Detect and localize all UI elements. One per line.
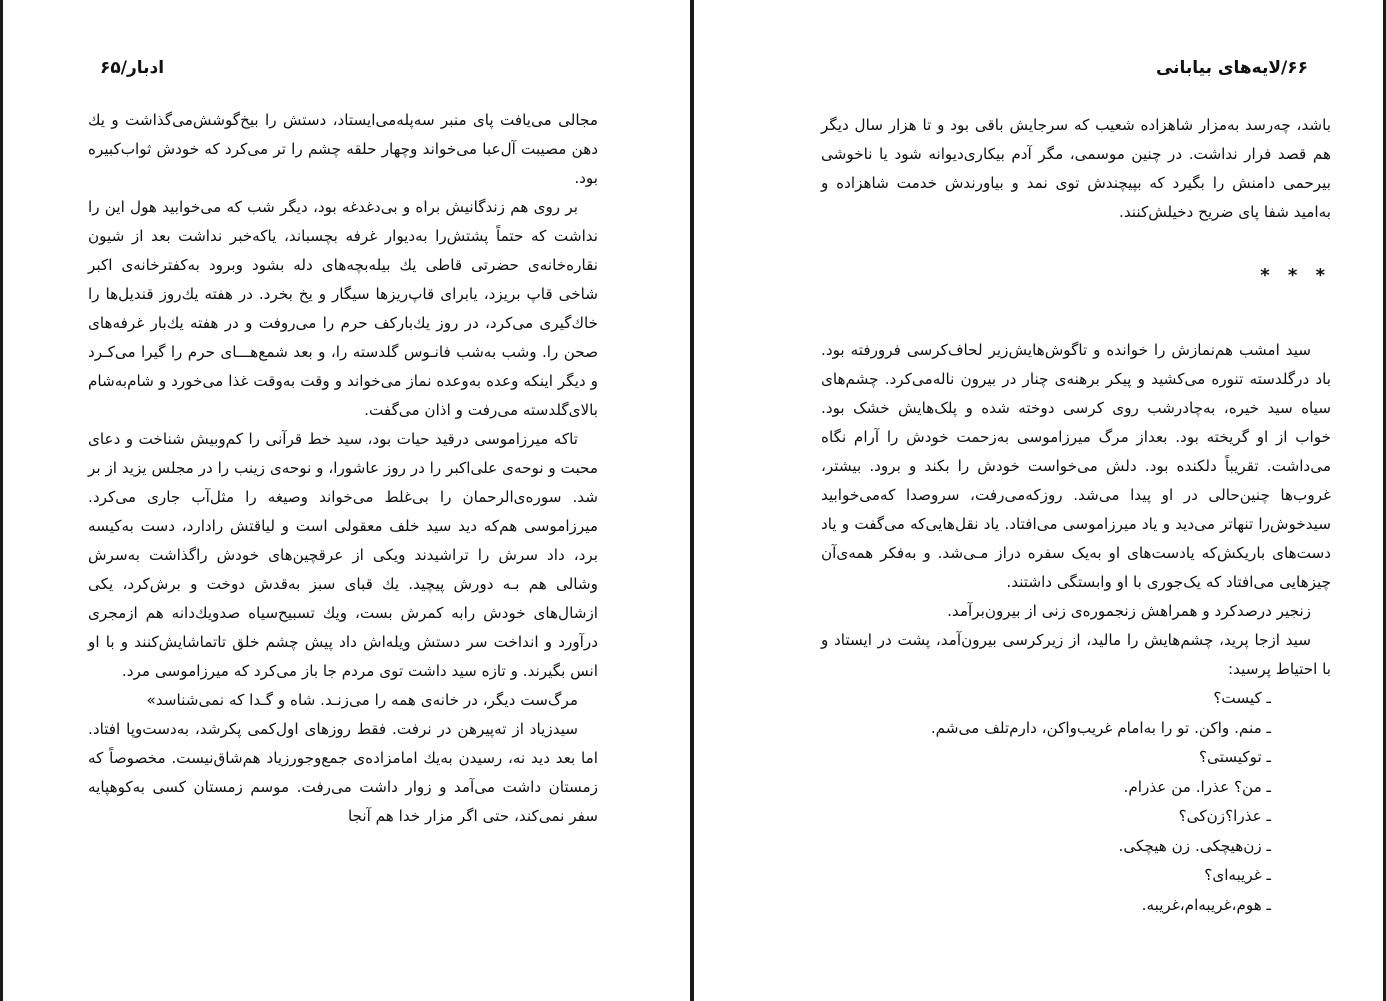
dialogue-line: ـ هوم،غریبه‌ام،غریبه. xyxy=(1141,895,1271,914)
right-text-block xyxy=(821,111,1331,920)
right-opening-paragraph: باشد، چه‌رسد به‌مزار شاهزاده شعیب که سرجایش باقی بود و تا هزار سال دیگر هم قصد فرار نداشت. در چنین موسمی، مگر آدم بیکاری‌دیوانه شود یا ناخوشی بیرحمی دامنش را بگیرد که بپیچندش توی نمد و بیاورندش خدمت شاهزاده و به‌امید شفا پای ضریح دخیلش‌کنند. xyxy=(821,116,1331,221)
right-paragraph-1: سید امشب هم‌نمازش را خوانده و تاگوش‌هایش‌زیر لحاف‌کرسی فرورفته بود. باد درگلدسته تنوره می‌کشید و پیکر برهنه‌ی چنار در بیرون ناله‌می‌کرد. چشم‌های سیاه سید خیره، به‌چادرشب روی کرسی دوخته شده و پلک‌هایش خشک بود. خواب از او گریخته بود. بعداز مرگ میرزاموسی به‌زحمت خودش را آرام نگاه می‌داشت. تقریباً دلکنده بود. دلش می‌خواست خودش را بکند و برود. بیشتر، غروب‌ها چنین‌حالی در او پیدا می‌شد. روزکه‌می‌رفت، سروصدا که‌می‌خوابید سیدخوش‌را تنهاتر می‌دید و یاد میرزاموسی می‌افتاد. یاد نقل‌هایی‌که می‌گفت و یاد دست‌های باریکش‌که یادست‌های او به‌یک سفره دراز مـی‌شد. و به‌فکر همه‌ی‌آن چیزهایی می‌افتاد که یک‌جوری با او وابستگی داشتند. xyxy=(821,341,1331,591)
left-paragraph-2: تاکه میرزاموسی درقید حیات بود، سید خط قرآنی را کم‌وبیش شناخت و دعای محبت و نوحه‌ی علی‌اکبر را در روز عاشورا، و نوحه‌ی زینب را در مجلس یزید از بر شد. سوره‌ی‌الرحمان را بی‌غلط می‌خواند وصیغه را مثل‌آب جاری می‌کرد. میرزاموسی هم‌که دید سید خلف معقولی است و لیاقتش رادارد، دست به‌کیسه برد، داد سرش را تراشیدند ویکی از عرقچین‌های خودش راگذاشت به‌سرش وشالی هم بـه دورش پیچید. یك قبای سبز به‌قدش دوخت و برش‌کرد، یکی ازشال‌های خودش رابه کمرش بست، ویك تسبیح‌سیاه صدویك‌دانه هم ازمجری درآورد و انداخت سر دستش ویله‌اش داد پیش چشم خلق تاتماشایش‌کنند و با او انس بگیرند. و تازه سید داشت توی مردم جا باز می‌کرد که میرزاموسی مرد. xyxy=(88,430,598,680)
left-text-block xyxy=(88,106,598,831)
dialogue-line: ـ منم. واکن. تو را به‌امام غریب‌واکن، دارم‌تلف می‌شم. xyxy=(930,718,1271,737)
right-paragraph-2: زنجیر درصدکرد و همراهش زنجموره‌ی زنی از بیرون‌برآمد. xyxy=(947,602,1311,620)
left-scan-edge xyxy=(0,0,3,1001)
dialogue-line: ـ کیست؟ xyxy=(1213,689,1271,707)
dialogue-line: ـ عذرا؟زن‌کی؟ xyxy=(1178,807,1271,825)
page-gutter-divider xyxy=(690,0,694,1001)
dialogue-line: ـ توکیستی؟ xyxy=(1198,748,1271,766)
left-paragraph-3: مرگ‌ست دیگر، در خانه‌ی همه را می‌زنـد. شاه و گـدا که نمی‌شناسد» xyxy=(146,691,578,709)
right-paragraph-3: سید ازجا پرید، چشم‌هایش را مالید، از زیرکرسی بیرون‌آمد، پشت در ایستاد و با احتیاط پرسید: xyxy=(821,631,1331,678)
dialogue-block xyxy=(821,684,1331,920)
dialogue-line: ـ زن‌هیچکی. زن هیچکی. xyxy=(1118,836,1271,855)
dialogue-line: ـ غریبه‌ای؟ xyxy=(1204,866,1271,884)
left-paragraph-4: سیدزیاد از ته‌پیرهن در نرفت. فقط روزهای اول‌کمی پکرشد، به‌دست‌وپا افتاد. اما بعد دید نه، رسیدن به‌یك امامزاده‌ی جمع‌وجورزیاد هم‌شاق‌نیست. مخصوصاً که زمستان داشت می‌آمد و زوار داشت می‌رفت. موسم زمستان کسی به‌کوهپایه سفر نمی‌کند، حتی اگر مزار خدا هم آنجا xyxy=(88,720,598,825)
right-page xyxy=(693,0,1386,1001)
dialogue-line: ـ من؟ عذرا. من عذرام. xyxy=(1123,777,1271,796)
section-break-ornament: * * * xyxy=(1260,265,1331,286)
right-running-head: ۶۶/لایه‌های بیابانی xyxy=(1155,58,1308,78)
left-paragraph-0: مجالی می‌یافت پای منبر سه‌پله‌می‌ایستاد، دستش را بیخ‌گوشش‌می‌گذاشت و یك دهن مصیبت آل‌عبا می‌خواند وچهار حلقه چشم را تر می‌کرد که خودش ثواب‌کبیره بود. xyxy=(88,111,598,187)
left-running-head: ادبار/۶۵ xyxy=(100,58,165,78)
left-paragraph-1: بر روی هم زندگانیش براه و بی‌دغدغه بود، دیگر شب که می‌خوابید هول این را نداشت که حتماً پشتش‌را به‌دیوار غرفه بچسباند، یاکه‌خبر نداشت بعد از شیون نقاره‌خانه‌ی حضرتی قاطی یك بیله‌بچه‌های دله بشود وبرود به‌کفترخانه‌ی اکبر شاخی قاپ بریزد، یابرای قاپ‌ریزها سیگار و یخ بخرد. در هفته یك‌روز قندیل‌ها را خاك‌گیری می‌کرد، در روز یك‌بارکف حرم را می‌روفت و در هفته یك‌بار غرفه‌های صحن را. وشب به‌شب فانـوس گلدسته را، و بعد شمع‌هـــای حرم را گیرا می‌کـرد و دیگر اینکه وعده به‌وعده نماز می‌خواند و وقت به‌وقت غذا می‌خورد و شام‌به‌شام بالای‌گلدسته می‌رفت و اذان می‌گفت. xyxy=(88,198,598,419)
